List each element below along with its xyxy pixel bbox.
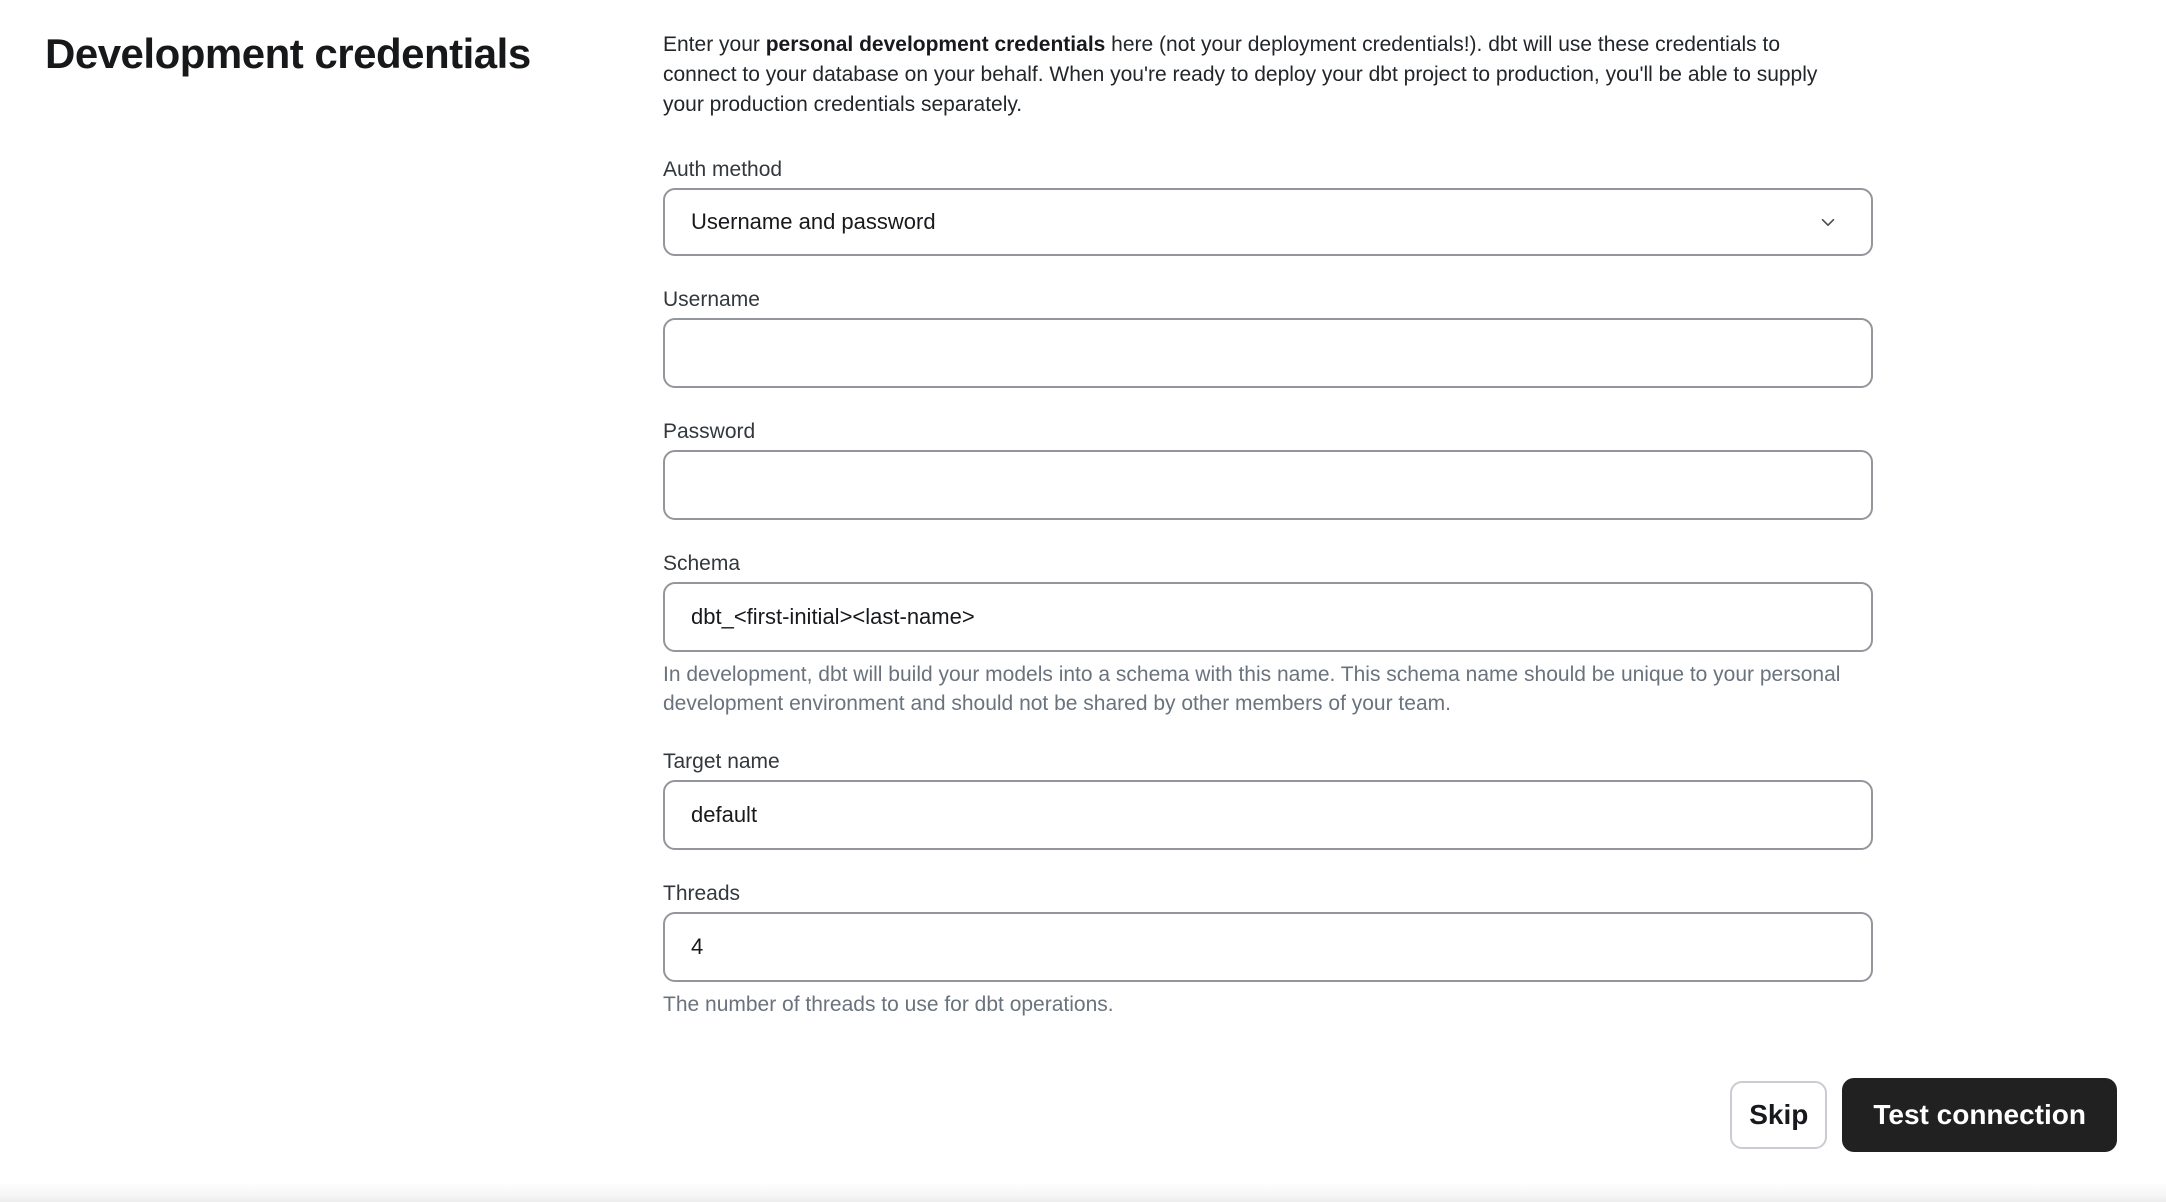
threads-label: Threads [663, 882, 741, 905]
auth-method-field [663, 156, 1873, 256]
password-label: Password [663, 420, 756, 443]
password-field-group [663, 418, 1873, 520]
bottom-scroll-shadow [0, 1182, 2166, 1202]
intro-suffix: here (not your deployment credentials!). dbt will use these credentials to connect to your database on your behalf. When you're ready to deploy your dbt project to production, you'll be able to supply your production credentials separately. [663, 33, 1818, 116]
threads-input[interactable] [663, 912, 1873, 982]
test-connection-button[interactable]: Test connection [1842, 1078, 2117, 1152]
target-name-field-group [663, 748, 1873, 850]
threads-field-group [663, 880, 1873, 1019]
chevron-down-icon [1817, 211, 1839, 233]
credentials-form [663, 30, 1873, 1019]
intro-bold: personal development credentials [765, 33, 1106, 56]
threads-helper-text: The number of threads to use for dbt operations. [663, 993, 1114, 1016]
username-label: Username [663, 288, 760, 311]
footer-actions [1730, 1078, 2117, 1152]
skip-button[interactable]: Skip [1730, 1081, 1827, 1149]
auth-method-value: Username and password [691, 209, 936, 234]
schema-helper-text: In development, dbt will build your models into a schema with this name. This schema name should be unique to your personal development environment and should not be shared by other members of your team. [663, 663, 1841, 715]
intro-prefix: Enter your [663, 33, 766, 56]
password-input[interactable] [663, 450, 1873, 520]
intro-text [663, 30, 1838, 120]
schema-input[interactable] [663, 582, 1873, 652]
auth-method-select[interactable] [663, 188, 1873, 256]
auth-method-label: Auth method [663, 158, 783, 181]
schema-field-group [663, 550, 1873, 718]
schema-label: Schema [663, 552, 741, 575]
username-field-group [663, 286, 1873, 388]
target-name-input[interactable] [663, 780, 1873, 850]
page-title: Development credentials [45, 30, 531, 77]
target-name-label: Target name [663, 750, 780, 773]
username-input[interactable] [663, 318, 1873, 388]
